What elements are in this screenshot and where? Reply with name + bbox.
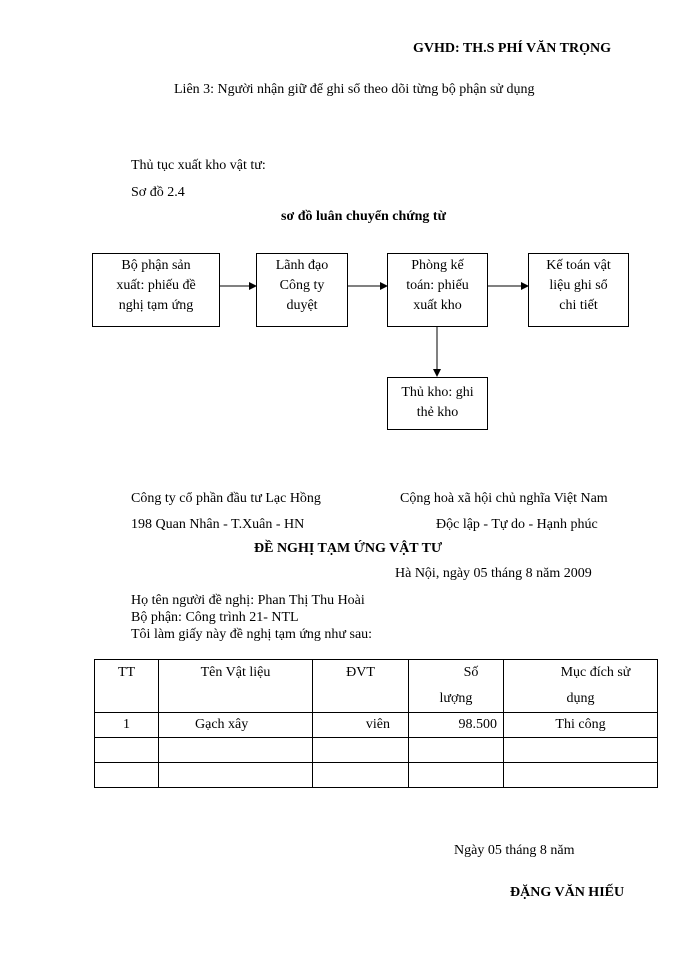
company-address: 198 Quan Nhân - T.Xuân - HN	[131, 517, 305, 532]
box-management	[256, 253, 348, 327]
signer-name: ĐẶNG VĂN HIẾU	[510, 885, 625, 900]
box-line: toán: phiếu	[406, 278, 469, 293]
cell-tt	[95, 738, 159, 763]
cell-tt	[95, 763, 159, 788]
supervisor-line: GVHD: TH.S PHÍ VĂN TRỌNG	[413, 41, 611, 56]
box-line: Bộ phận sản	[121, 258, 191, 273]
cell-tt: 1	[95, 713, 159, 738]
cell-purpose: Thi công	[504, 713, 658, 738]
box-production-dept	[92, 253, 220, 327]
copy-note: Liên 3: Người nhận giữ để ghi sổ theo dõi từng bộ phận sử dụng	[174, 82, 535, 97]
diagram-title: sơ đồ luân chuyển chứng từ	[281, 209, 446, 224]
nation-name: Cộng hoà xã hội chủ nghĩa Việt Nam	[400, 491, 608, 506]
cell-name: Gạch xây	[159, 713, 313, 738]
table-row	[95, 713, 658, 738]
box-line: Lãnh đạo	[275, 258, 329, 273]
table-header-row	[95, 660, 658, 713]
cell-name	[159, 738, 313, 763]
form-date: Hà Nội, ngày 05 tháng 8 năm 2009	[395, 566, 592, 581]
header-purpose-line1: Mục đích sử	[560, 665, 631, 680]
cell-qty: 98.500	[409, 713, 504, 738]
header-name: Tên Vật liệu	[159, 660, 313, 713]
header-unit: ĐVT	[313, 660, 409, 713]
box-material-accountant	[528, 253, 629, 327]
cell-unit	[313, 763, 409, 788]
header-qty-line2: lượng	[439, 691, 473, 706]
box-line: nghị tạm ứng	[118, 298, 194, 313]
box-line: thẻ kho	[416, 405, 459, 420]
sign-date: Ngày 05 tháng 8 năm	[454, 843, 575, 858]
cell-unit	[313, 738, 409, 763]
box-line: Kế toán vật	[546, 258, 611, 273]
cell-purpose	[504, 738, 658, 763]
box-line: liệu ghi sổ	[549, 278, 608, 293]
department-line: Bộ phận: Công trình 21- NTL	[131, 610, 299, 625]
box-line: Phòng kế	[411, 258, 464, 273]
table-row	[95, 738, 658, 763]
box-line: xuất kho	[413, 298, 462, 313]
request-table	[94, 659, 658, 788]
procedure-heading: Thủ tục xuất kho vật tư:	[131, 158, 266, 173]
header-qty-line1: Số	[463, 665, 479, 680]
cell-qty	[409, 738, 504, 763]
header-purpose	[504, 660, 658, 713]
box-line: Thủ kho: ghi	[401, 385, 474, 400]
table-row	[95, 763, 658, 788]
box-line: xuất: phiếu đề	[116, 278, 196, 293]
box-line: duyệt	[286, 298, 318, 313]
diagram-ref: Sơ đồ 2.4	[131, 185, 185, 200]
cell-purpose	[504, 763, 658, 788]
box-accounting	[387, 253, 488, 327]
header-tt: TT	[95, 660, 159, 713]
company-name: Công ty cổ phần đầu tư Lạc Hồng	[131, 491, 321, 506]
box-line: Công ty	[279, 278, 325, 293]
box-line: chi tiết	[559, 298, 598, 313]
header-qty	[409, 660, 504, 713]
national-motto: Độc lập - Tự do - Hạnh phúc	[436, 517, 598, 532]
cell-qty	[409, 763, 504, 788]
box-storekeeper	[387, 377, 488, 430]
cell-unit: viên	[313, 713, 409, 738]
header-purpose-line2: dụng	[566, 691, 595, 706]
requester-line: Họ tên người đề nghị: Phan Thị Thu Hoài	[131, 593, 365, 608]
form-title: ĐỀ NGHỊ TẠM ỨNG VẬT TƯ	[254, 541, 443, 556]
intro-line: Tôi làm giấy này đề nghị tạm ứng như sau:	[131, 627, 373, 642]
cell-name	[159, 763, 313, 788]
